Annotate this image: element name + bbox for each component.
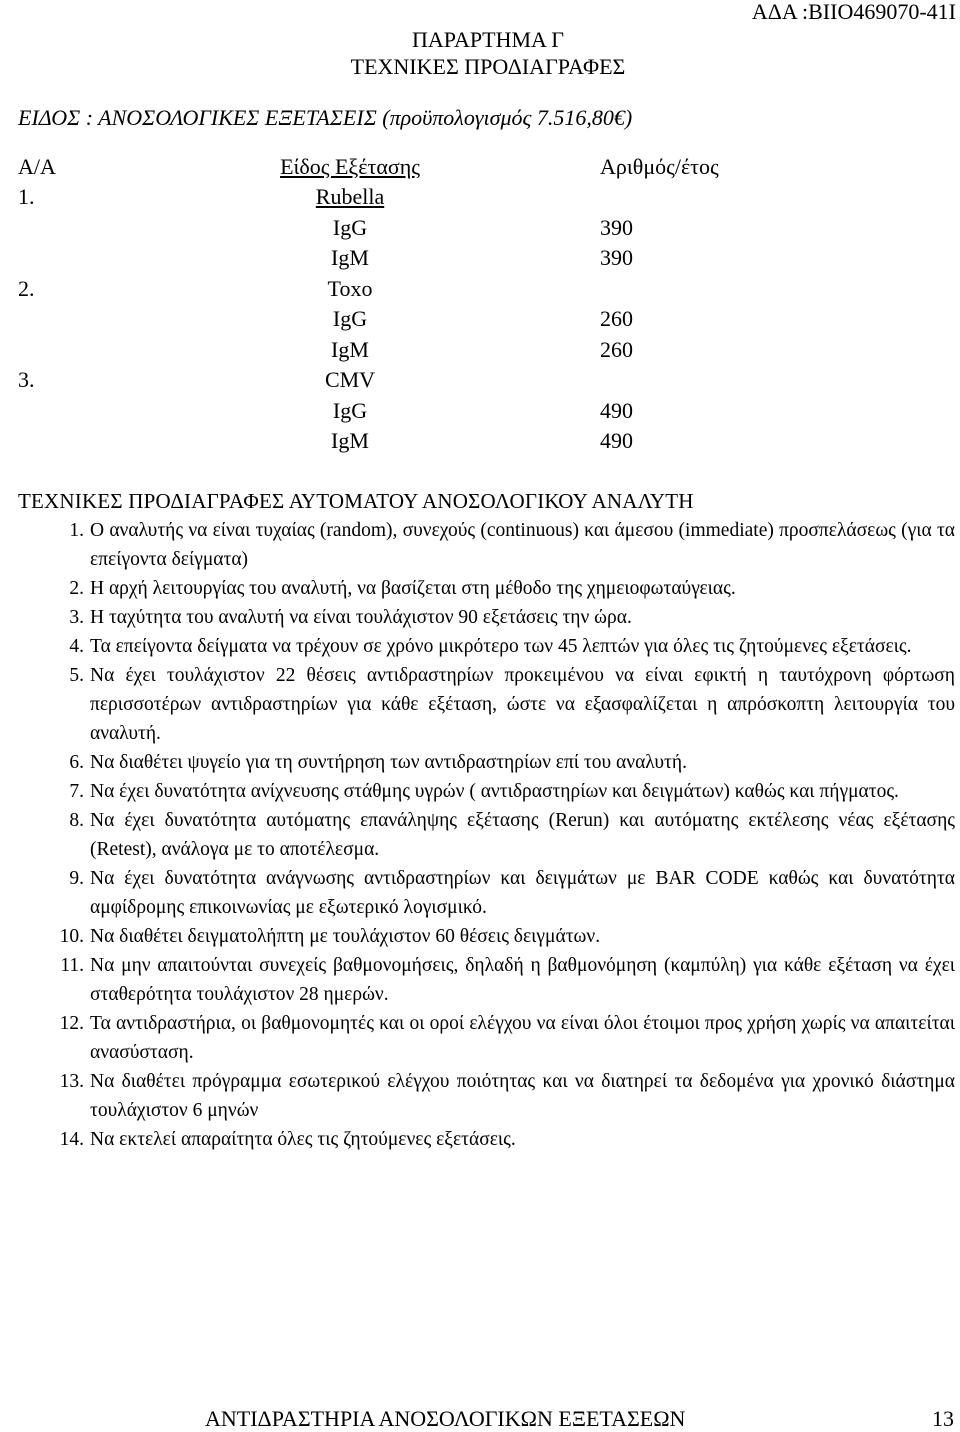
spec-number: 5. bbox=[69, 665, 84, 686]
spec-text: Να έχει δυνατότητα ανάγνωσης αντιδραστηρίων και δειγμάτων με BAR CODE καθώς και δυνατότητα αμφίδρομης επικοινωνίας με εξωτερικό λογισμικό. bbox=[90, 868, 955, 918]
spec-item bbox=[18, 864, 955, 922]
row-test-name: CMV bbox=[324, 367, 376, 392]
row-aa: 3. bbox=[18, 367, 35, 392]
footer-title: ΑΝΤΙΔΡΑΣΤΗΡΙΑ ΑΝΟΣΟΛΟΓΙΚΩΝ ΕΞΕΤΑΣΕΩΝ bbox=[205, 1406, 686, 1431]
spec-number: 7. bbox=[69, 781, 84, 802]
spec-item bbox=[18, 922, 955, 951]
page-number: 13 bbox=[932, 1406, 954, 1431]
spec-text: Ο αναλυτής να είναι τυχαίας (random), συνεχούς (continuous) και άμεσου (immediate) προσπελάσεως (για τα επείγοντα δείγματα) bbox=[90, 520, 955, 570]
spec-text: Να διαθέτει ψυγείο για τη συντήρηση των αντιδραστηρίων επί του αναλυτή. bbox=[90, 752, 687, 773]
row-count: 260 bbox=[600, 306, 633, 331]
row-count: 390 bbox=[600, 215, 633, 240]
spec-number: 14. bbox=[59, 1129, 84, 1150]
spec-text: Να εκτελεί απαραίτητα όλες τις ζητούμενες εξετάσεις. bbox=[90, 1129, 516, 1150]
spec-number: 3. bbox=[69, 607, 84, 628]
spec-number: 2. bbox=[69, 578, 84, 599]
spec-number: 1. bbox=[69, 520, 84, 541]
spec-number: 8. bbox=[69, 810, 84, 831]
row-count: 390 bbox=[600, 245, 633, 270]
spec-text: Τα επείγοντα δείγματα να τρέχουν σε χρόνο μικρότερο των 45 λεπτών για όλες τις ζητούμενες εξετάσεις. bbox=[90, 636, 912, 657]
ada-code: ΑΔΑ :ΒΙΙΟ469070-41Ι bbox=[751, 0, 956, 24]
row-test-name: IgM bbox=[331, 245, 369, 270]
specs-title: ΤΕΧΝΙΚΕΣ ΠΡΟΔΙΑΓΡΑΦΕΣ bbox=[350, 54, 626, 79]
spec-number: 9. bbox=[69, 868, 84, 889]
analyzer-specs-heading: ΤΕΧΝΙΚΕΣ ΠΡΟΔΙΑΓΡΑΦΕΣ ΑΥΤΟΜΑΤΟΥ ΑΝΟΣΟΛΟΓΙΚΟΥ ΑΝΑΛΥΤΗ bbox=[18, 489, 694, 513]
spec-text: Η ταχύτητα του αναλυτή να είναι τουλάχιστον 90 εξετάσεις την ώρα. bbox=[90, 607, 632, 628]
spec-text: Να έχει τουλάχιστον 22 θέσεις αντιδραστηρίων προκειμένου να είναι εφικτή η ταυτόχρονη φόρτωση περισσοτέρων αντιδραστηρίων για κάθε εξέταση, ώστε να εξασφαλίζεται η απρόσκοπτη λειτουργία του αναλυτή. bbox=[90, 665, 955, 744]
row-aa: 2. bbox=[18, 276, 35, 301]
spec-number: 10. bbox=[59, 926, 84, 947]
spec-item bbox=[18, 1125, 955, 1154]
row-aa: 1. bbox=[18, 184, 35, 209]
spec-item bbox=[18, 748, 955, 777]
spec-item bbox=[18, 516, 955, 574]
header-aa: Α/Α bbox=[18, 154, 56, 179]
spec-text: Να διαθέτει πρόγραμμα εσωτερικού ελέγχου ποιότητας και να διατηρεί τα δεδομένα για χρονικό διάστημα τουλάχιστον 6 μηνών bbox=[90, 1071, 955, 1121]
row-count: 260 bbox=[600, 337, 633, 362]
spec-item bbox=[18, 574, 955, 603]
spec-number: 12. bbox=[59, 1013, 84, 1034]
row-test-name: IgM bbox=[331, 337, 369, 362]
spec-item bbox=[18, 951, 955, 1009]
spec-text: Η αρχή λειτουργίας του αναλυτή, να βασίζεται στη μέθοδο της χημειοφωταύγειας. bbox=[90, 578, 736, 599]
spec-text: Να έχει δυνατότητα ανίχνευσης στάθμης υγρών ( αντιδραστηρίων και δειγμάτων) καθώς και πήγματος. bbox=[90, 781, 899, 802]
spec-item bbox=[18, 806, 955, 864]
row-test-name: IgG bbox=[332, 215, 368, 240]
spec-number: 13. bbox=[59, 1071, 84, 1092]
spec-text: Να μην απαιτούνται συνεχείς βαθμονομήσεις, δηλαδή η βαθμονόμηση (καμπύλη) για κάθε εξέταση να έχει σταθερότητα τουλάχιστον 28 ημερών. bbox=[90, 955, 955, 1005]
spec-item bbox=[18, 632, 955, 661]
spec-text: Να διαθέτει δειγματολήπτη με τουλάχιστον 60 θέσεις δειγμάτων. bbox=[90, 926, 601, 947]
specs-list bbox=[18, 516, 955, 1154]
row-test-name: IgG bbox=[332, 398, 368, 423]
item-type-line: ΕΙΔΟΣ : ΑΝΟΣΟΛΟΓΙΚΕΣ ΕΞΕΤΑΣΕΙΣ (προϋπολογισμός 7.516,80€) bbox=[18, 105, 633, 130]
annex-title: ΠΑΡΑΡΤΗΜΑ Γ bbox=[412, 27, 564, 52]
header-test-type: Είδος Εξέτασης bbox=[280, 154, 420, 179]
spec-item bbox=[18, 661, 955, 748]
row-count: 490 bbox=[600, 428, 633, 453]
spec-number: 11. bbox=[60, 955, 84, 976]
header-count: Αριθμός/έτος bbox=[600, 154, 719, 179]
spec-item bbox=[18, 603, 955, 632]
row-test-name: Toxo bbox=[327, 276, 373, 301]
spec-item bbox=[18, 777, 955, 806]
spec-text: Να έχει δυνατότητα αυτόματης επανάληψης εξέτασης (Rerun) και αυτόματης εκτέλεσης νέας εξέτασης (Retest), ανάλογα με το αποτέλεσμα. bbox=[90, 810, 955, 860]
spec-number: 6. bbox=[69, 752, 84, 773]
spec-item bbox=[18, 1067, 955, 1125]
row-test-name: IgG bbox=[332, 306, 368, 331]
row-test-name: Rubella bbox=[315, 184, 385, 209]
row-count: 490 bbox=[600, 398, 633, 423]
spec-number: 4. bbox=[69, 636, 84, 657]
spec-text: Τα αντιδραστήρια, οι βαθμονομητές και οι οροί ελέγχου να είναι όλοι έτοιμοι προς χρήση χωρίς να απαιτείται ανασύσταση. bbox=[90, 1013, 955, 1063]
row-test-name: IgM bbox=[331, 428, 369, 453]
spec-item bbox=[18, 1009, 955, 1067]
